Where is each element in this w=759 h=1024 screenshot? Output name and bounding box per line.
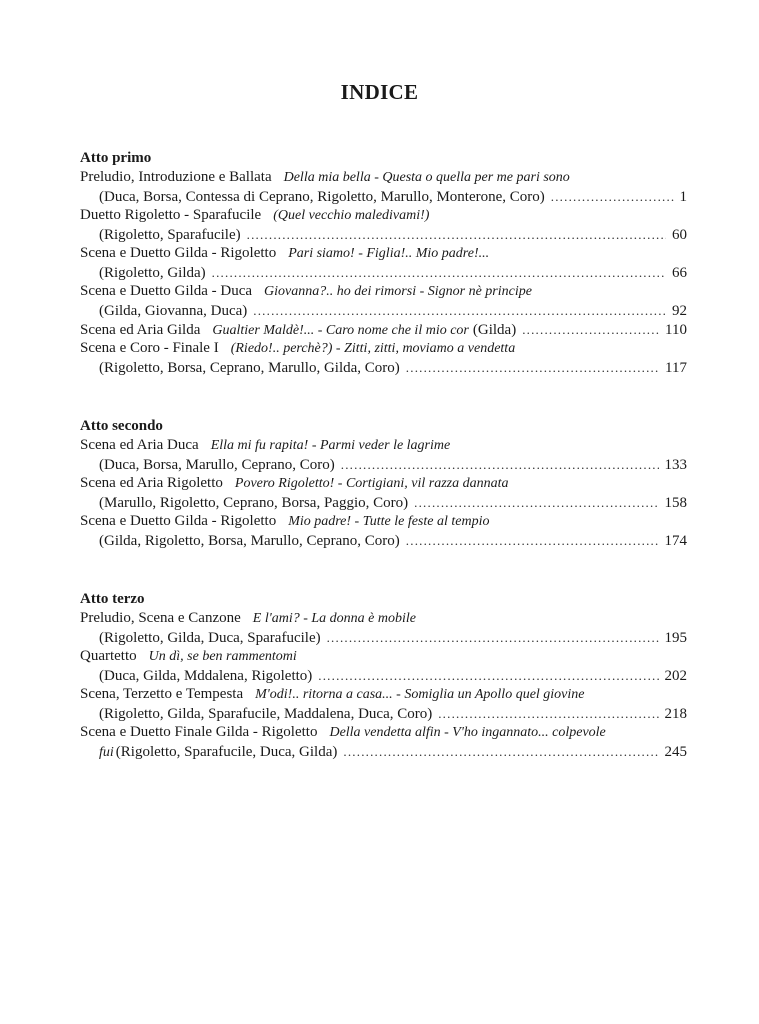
entry-cast: (Gilda) [472, 322, 517, 338]
entry-cast-line [80, 531, 687, 550]
page-title: INDICE [340, 80, 419, 104]
entry-incipit: Mio padre! - Tutte le feste al tempio [288, 514, 490, 529]
act-section-terzo [80, 590, 687, 761]
act-section-secondo [80, 417, 687, 550]
dot-leader [212, 263, 666, 282]
entry-incipit: M'odi!.. ritorna a casa... - Somiglia un Apollo quel giovine [255, 687, 585, 702]
entry-page: 202 [664, 668, 687, 684]
dot-leader [341, 455, 659, 474]
entry-title: Preludio, Scena e Canzone [80, 610, 241, 626]
entry-cast: (Rigoletto, Gilda) [99, 265, 206, 281]
entry-title: Scena e Duetto Finale Gilda - Rigoletto [80, 724, 318, 740]
act-heading: Atto terzo [80, 591, 145, 607]
entry-page: 110 [665, 322, 687, 338]
entry-cast: (Rigoletto, Sparafucile, Duca, Gilda) [115, 744, 338, 760]
entry-page: 218 [664, 706, 687, 722]
entry-cast: (Rigoletto, Gilda, Sparafucile, Maddalena, Duca, Coro) [99, 706, 433, 722]
entry-cast: (Duca, Gilda, Mddalena, Rigoletto) [99, 668, 313, 684]
entry-title: Scena, Terzetto e Tempesta [80, 686, 244, 702]
entry-incipit: (Quel vecchio maledivami!) [273, 208, 430, 223]
act-heading: Atto secondo [80, 418, 163, 434]
entry-cast-line [80, 301, 687, 320]
entry-title: Scena e Duetto Gilda - Rigoletto [80, 245, 277, 261]
entry-title-line [80, 339, 687, 358]
entry-title: Preludio, Introduzione e Ballata [80, 169, 272, 185]
dot-leader [253, 301, 666, 320]
entry-cast-line [80, 704, 687, 723]
entry-title-line [80, 723, 687, 742]
entry-cast-line [80, 225, 687, 244]
entry-incipit: (Riedo!.. perchè?) - Zitti, zitti, moviamo a vendetta [230, 341, 516, 356]
entry-title-line [80, 244, 687, 263]
dot-leader [406, 358, 659, 377]
entry-page: 174 [664, 533, 687, 549]
entry-page: 92 [672, 303, 687, 319]
entry-title: Scena e Coro - Finale I [80, 340, 219, 356]
entry-cast-line [80, 187, 687, 206]
entry-title: Duetto Rigoletto - Sparafucile [80, 207, 262, 223]
entry-title-line [80, 685, 687, 704]
entry-title-line [80, 168, 687, 187]
entry-cast-line [80, 742, 687, 761]
dot-leader [438, 704, 658, 723]
entry-title-line [80, 474, 687, 493]
entry-page: 60 [672, 227, 687, 243]
entry-cast: (Rigoletto, Gilda, Duca, Sparafucile) [99, 630, 321, 646]
entry-title: Scena e Duetto Gilda - Rigoletto [80, 513, 277, 529]
entry-cast: (Rigoletto, Sparafucile) [99, 227, 241, 243]
entry-cast-line [80, 358, 687, 377]
dot-leader [247, 225, 666, 244]
entry-cast-line [80, 455, 687, 474]
entry-single-line [80, 320, 687, 339]
entry-page: 158 [664, 495, 687, 511]
entry-incipit-continuation: fui [99, 745, 114, 760]
dot-leader [414, 493, 658, 512]
entry-title-line [80, 512, 687, 531]
entry-title-line [80, 282, 687, 301]
entry-title-line [80, 609, 687, 628]
entry-title-line [80, 206, 687, 225]
entry-incipit: Giovanna?.. ho dei rimorsi - Signor nè principe [264, 284, 532, 299]
dot-leader [551, 187, 674, 206]
entry-cast: (Duca, Borsa, Contessa di Ceprano, Rigoletto, Marullo, Monterone, Coro) [99, 189, 545, 205]
entry-page: 1 [679, 189, 687, 205]
dot-leader [327, 628, 659, 647]
entry-title: Quartetto [80, 648, 137, 664]
entry-title: Scena e Duetto Gilda - Duca [80, 283, 253, 299]
entry-title: Scena ed Aria Rigoletto [80, 475, 223, 491]
entry-title: Scena ed Aria Gilda [80, 322, 201, 338]
dot-leader [522, 320, 659, 339]
entry-title: Scena ed Aria Duca [80, 437, 199, 453]
entry-incipit: Della vendetta alfin - V'ho ingannato... colpevole [329, 725, 606, 740]
entry-cast-line [80, 666, 687, 685]
entry-cast: (Duca, Borsa, Marullo, Ceprano, Coro) [99, 457, 335, 473]
act-section-primo [80, 149, 687, 377]
entry-incipit: Un dì, se ben rammentomi [148, 649, 297, 664]
entry-incipit: E l'ami? - La donna è mobile [252, 611, 416, 626]
entry-incipit: Ella mi fu rapita! - Parmi veder le lagrime [210, 438, 451, 453]
entry-incipit: Della mia bella - Questa o quella per me pari sono [283, 170, 570, 185]
act-heading: Atto primo [80, 150, 152, 166]
dot-leader [343, 742, 658, 761]
entry-incipit: Povero Rigoletto! - Cortigiani, vil razza dannata [234, 476, 509, 491]
dot-leader [406, 531, 659, 550]
entry-cast: (Gilda, Giovanna, Duca) [99, 303, 248, 319]
entry-page: 245 [664, 744, 687, 760]
entry-title-line [80, 647, 687, 666]
entry-cast-line [80, 263, 687, 282]
dot-leader [318, 666, 658, 685]
entry-title-line [80, 436, 687, 455]
entry-cast: (Marullo, Rigoletto, Ceprano, Borsa, Paggio, Coro) [99, 495, 409, 511]
entry-cast: (Gilda, Rigoletto, Borsa, Marullo, Ceprano, Coro) [99, 533, 400, 549]
entry-incipit: Pari siamo! - Figlia!.. Mio padre!... [288, 246, 490, 261]
entry-page: 133 [664, 457, 687, 473]
entry-incipit: Gualtier Maldè!... - Caro nome che il mio cor [212, 323, 469, 338]
entry-page: 66 [672, 265, 687, 281]
entry-page: 117 [665, 360, 687, 376]
entry-cast-line [80, 493, 687, 512]
entry-cast-line [80, 628, 687, 647]
entry-page: 195 [664, 630, 687, 646]
entry-cast: (Rigoletto, Borsa, Ceprano, Marullo, Gilda, Coro) [99, 360, 400, 376]
